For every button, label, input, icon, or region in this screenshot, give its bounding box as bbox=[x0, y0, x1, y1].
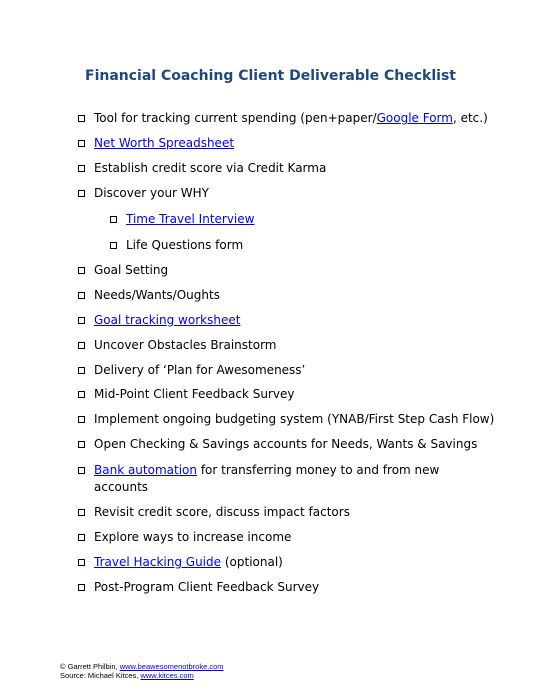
item-link[interactable]: Goal tracking worksheet bbox=[94, 313, 241, 327]
item-label: Revisit credit score, discuss impact factors bbox=[94, 505, 350, 519]
checklist-item-text bbox=[94, 386, 295, 403]
checklist-item-text bbox=[94, 312, 240, 329]
checkbox-icon[interactable] bbox=[110, 242, 117, 249]
checklist-item-text bbox=[94, 462, 494, 496]
footer-source-link[interactable]: www.kitces.com bbox=[140, 671, 194, 680]
checkbox-icon[interactable] bbox=[78, 391, 85, 398]
checkbox-icon[interactable] bbox=[78, 441, 85, 448]
item-label: Post-Program Client Feedback Survey bbox=[94, 580, 320, 594]
item-label: Explore ways to increase income bbox=[94, 530, 292, 544]
item-label-suffix: , etc.) bbox=[452, 111, 488, 125]
checkbox-icon[interactable] bbox=[78, 416, 85, 423]
checklist-item-text bbox=[94, 287, 220, 304]
checkbox-icon[interactable] bbox=[78, 367, 85, 374]
item-label: Establish credit score via Credit Karma bbox=[94, 161, 327, 175]
footer-source-text: Source: Michael Kitces, bbox=[60, 671, 141, 680]
checklist-item-text bbox=[94, 110, 488, 127]
checklist-item-text bbox=[94, 185, 209, 202]
checklist-item-text bbox=[94, 529, 291, 546]
checkbox-icon[interactable] bbox=[78, 559, 85, 566]
checklist-item-text bbox=[94, 135, 234, 152]
item-link[interactable]: Net Worth Spreadsheet bbox=[94, 136, 235, 150]
item-label: Delivery of ‘Plan for Awesomeness’ bbox=[94, 363, 306, 377]
checkbox-icon[interactable] bbox=[78, 190, 85, 197]
checklist-item-text bbox=[94, 554, 283, 571]
checkbox-icon[interactable] bbox=[78, 292, 85, 299]
checkbox-icon[interactable] bbox=[78, 115, 85, 122]
item-label-suffix: for transferring money to and from new accounts bbox=[94, 463, 440, 494]
item-link[interactable]: Google Form bbox=[376, 111, 453, 125]
checkbox-icon[interactable] bbox=[78, 140, 85, 147]
checklist-item-text bbox=[94, 262, 168, 279]
checkbox-icon[interactable] bbox=[78, 509, 85, 516]
checklist-item-text bbox=[94, 411, 494, 428]
item-label: Discover your WHY bbox=[94, 186, 210, 200]
document-title: Financial Coaching Client Deliverable Checklist bbox=[85, 68, 456, 84]
checklist-item-text bbox=[94, 579, 319, 596]
item-label: Goal Setting bbox=[94, 263, 169, 277]
footer-copyright-text: © Garrett Philbin, bbox=[60, 662, 120, 671]
checklist-item-text bbox=[94, 504, 350, 521]
item-link[interactable]: Time Travel Interview bbox=[126, 212, 255, 226]
footer-copyright-link[interactable]: www.beawesomenotbroke.com bbox=[119, 662, 224, 671]
checklist-item-text bbox=[94, 436, 477, 453]
checklist-item-text bbox=[126, 237, 243, 254]
item-label: Uncover Obstacles Brainstorm bbox=[94, 338, 277, 352]
checklist-item-text bbox=[94, 160, 326, 177]
footer-source bbox=[60, 671, 224, 680]
checkbox-icon[interactable] bbox=[78, 165, 85, 172]
checklist-item-text bbox=[94, 362, 305, 379]
footer bbox=[60, 662, 224, 680]
checklist-item-text bbox=[126, 211, 254, 228]
item-label-suffix: (optional) bbox=[221, 555, 283, 569]
item-label: Open Checking & Savings accounts for Needs, Wants & Savings bbox=[94, 437, 478, 451]
item-label-prefix: Tool for tracking current spending (pen+paper/ bbox=[94, 111, 377, 125]
item-label: Needs/Wants/Oughts bbox=[94, 288, 220, 302]
checkbox-icon[interactable] bbox=[78, 267, 85, 274]
footer-copyright bbox=[60, 662, 224, 671]
item-link[interactable]: Bank automation bbox=[94, 463, 197, 477]
item-label: Mid-Point Client Feedback Survey bbox=[94, 387, 295, 401]
item-link[interactable]: Travel Hacking Guide bbox=[94, 555, 222, 569]
checkbox-icon[interactable] bbox=[78, 317, 85, 324]
item-label: Life Questions form bbox=[126, 238, 244, 252]
checkbox-icon[interactable] bbox=[78, 467, 85, 474]
checklist-item-text bbox=[94, 337, 276, 354]
checkbox-icon[interactable] bbox=[78, 534, 85, 541]
checkbox-icon[interactable] bbox=[110, 216, 117, 223]
checkbox-icon[interactable] bbox=[78, 342, 85, 349]
item-label: Implement ongoing budgeting system (YNAB/First Step Cash Flow) bbox=[94, 412, 495, 426]
checkbox-icon[interactable] bbox=[78, 584, 85, 591]
